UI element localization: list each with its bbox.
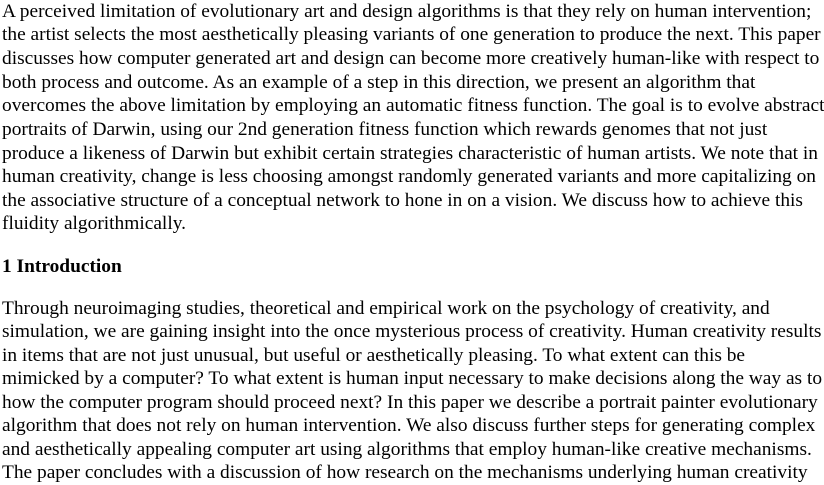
abstract-line: A perceived limitation of evolutionary art and design algorithms is that they rely on human intervention;	[2, 1, 812, 22]
abstract-line: portraits of Darwin, using our 2nd generation fitness function which rewards genomes that not just	[2, 119, 768, 140]
introduction-line: and aesthetically appealing computer art using algorithms that employ human-like creative mechanisms.	[2, 439, 812, 460]
abstract-line: human creativity, change is less choosing amongst randomly generated variants and more capitalizing on	[2, 166, 816, 187]
abstract-line: produce a likeness of Darwin but exhibit certain strategies characteristic of human artists. We note that in	[2, 143, 818, 164]
introduction-line: simulation, we are gaining insight into the once mysterious process of creativity. Human creativity results	[2, 321, 822, 342]
introduction-line: how the computer program should proceed next? In this paper we describe a portrait painter evolutionary	[2, 392, 818, 413]
introduction-line: in items that are not just unusual, but useful or aesthetically pleasing. To what extent can this be	[2, 345, 746, 366]
abstract-line: overcomes the above limitation by employing an automatic fitness function. The goal is to evolve abstract	[2, 95, 824, 116]
abstract-line: fluidity algorithmically.	[2, 213, 186, 234]
introduction-line: mimicked by a computer? To what extent is human input necessary to make decisions along the way as to	[2, 368, 823, 389]
abstract-line: discusses how computer generated art and design can become more creatively human-like with respect to	[2, 48, 820, 69]
introduction-line: Through neuroimaging studies, theoretical and empirical work on the psychology of creativity, and	[2, 298, 770, 319]
abstract-line: the artist selects the most aesthetically pleasing variants of one generation to produce the next. This paper	[2, 24, 821, 45]
abstract-line: the associative structure of a conceptual network to hone in on a vision. We discuss how to achieve this	[2, 190, 803, 211]
section-heading: 1 Introduction	[2, 256, 122, 277]
abstract-line: both process and outcome. As an example of a step in this direction, we present an algorithm that	[2, 72, 756, 93]
introduction-line: The paper concludes with a discussion of how research on the mechanisms underlying human creativity	[2, 462, 808, 483]
introduction-line: algorithm that does not rely on human intervention. We also discuss further steps for generating complex	[2, 415, 816, 436]
